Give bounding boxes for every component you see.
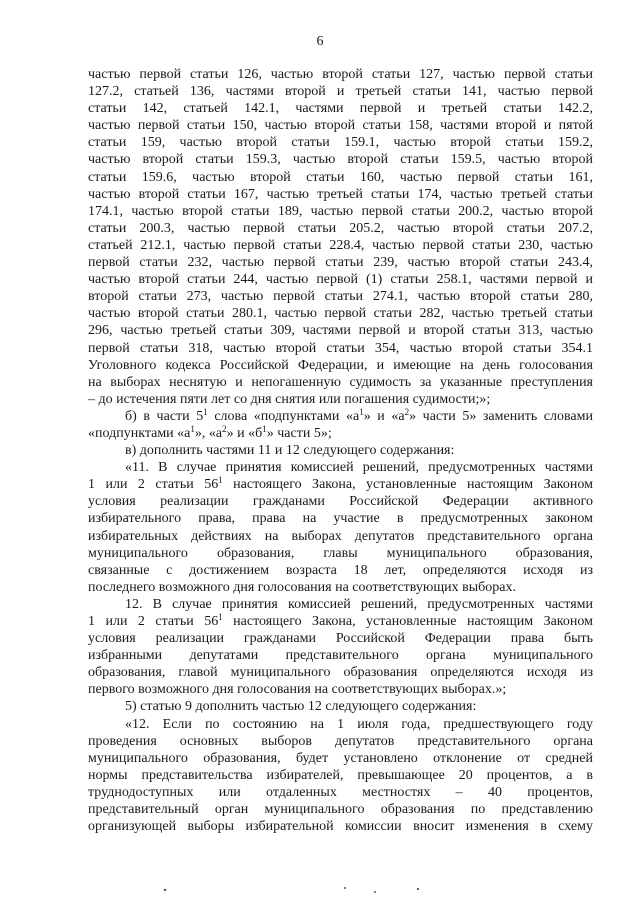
text-line: частью первой статьи 150, частью второй статьи 158, частями второй и пятой	[88, 118, 593, 134]
text-line: проведения основных выборов депутатов представительного органа	[88, 733, 593, 749]
paragraph-part-12	[88, 596, 593, 699]
text-line: последнего возможного дня голосования на соответствующих выборах.	[88, 579, 517, 595]
text-line: статьи 200.3, частью первой статьи 205.2, частью второй статьи 207.2,	[88, 220, 593, 236]
text-line: частью второй статьи 280.1, частью первой статьи 282, частью третьей статьи	[88, 306, 593, 322]
text-line: 12. В случае принятия комиссией решений, предусмотренных частями	[125, 596, 593, 612]
paragraph-v	[88, 442, 593, 459]
text-line: на выборах неснятую и непогашенную судимость за указанные преступления	[88, 374, 593, 390]
text-line: – до истечения пяти лет со дня снятия или погашения судимости;»;	[88, 391, 491, 407]
page-number: 6	[316, 34, 324, 49]
text-line: 1 или 2 статьи $56^1$ настоящего Закона, установленные настоящим Законом	[88, 475, 593, 493]
text-line: 127.2, статьей 136, частями второй и третьей статьи 141, частью первой	[88, 84, 593, 100]
text-line: 5) статью 9 дополнить частью 12 следующего содержания:	[125, 699, 477, 715]
text-line: «12. Если по состоянию на 1 июля года, предшествующего году	[125, 716, 593, 732]
scan-specks	[0, 880, 640, 900]
text-line: избранными депутатами представительного органа муниципального	[88, 648, 593, 664]
text-line: статьей 212.1, частью первой статьи 228.4, частью первой статьи 230, частью	[88, 237, 593, 253]
text-line: в) дополнить частями 11 и 12 следующего содержания:	[125, 443, 455, 459]
text-line: частью второй статьи 244, частью первой (1) статьи 258.1, частями первой и	[88, 272, 593, 288]
text-line: 1 или 2 статьи $56^1$ настоящего Закона, установленные настоящим Законом	[88, 612, 593, 629]
text-line: статьи 142, статьей 142.1, частями первой и третьей статьи 142.2,	[88, 101, 593, 117]
document-body	[88, 66, 593, 835]
text-line: частью второй статьи 167, частью третьей статьи 174, частью третьей статьи	[88, 186, 593, 202]
text-line: муниципального образования, главы муниципального образования,	[88, 545, 593, 561]
paragraph-b	[88, 408, 593, 442]
text-line: первой статьи 232, частью первой статьи 239, частью второй статьи 243.4,	[88, 255, 593, 271]
text-line: труднодоступных или отдаленных местностях – 40 процентов,	[88, 784, 593, 800]
text-line: связанные с достижением возраста 18 лет, определяются исходя из	[88, 562, 593, 578]
text-line: второй статьи 273, частью первой статьи 274.1, частью второй статьи 280,	[88, 289, 593, 305]
text-line: организующей выборы избирательной комиссии вносит изменения в схему	[88, 819, 593, 835]
text-line: условия реализации гражданами Российской Федерации активного	[88, 494, 593, 510]
text-line: первого возможного дня голосования на соответствующих выборах.»;	[88, 682, 507, 698]
paragraph-item-5	[88, 698, 593, 715]
text-line: «11. В случае принятия комиссией решений, предусмотренных частями	[125, 460, 593, 476]
text-line: 296, частью третьей статьи 309, частями первой и второй статьи 313, частью	[88, 323, 593, 339]
paragraph-continuation	[88, 66, 593, 408]
paragraph-new-part-12	[88, 716, 593, 836]
text-line: муниципального образования, будет установлено отклонение от средней	[88, 750, 593, 766]
text-line: «подпунктами «$а^1$», «$а^2$» и «$б^1$» части 5»;	[88, 423, 332, 441]
text-line: представительный орган муниципального образования по представлению	[88, 802, 593, 818]
text-line: частью первой статьи 126, частью второй статьи 127, частью первой статьи	[88, 67, 593, 82]
text-line: нормы представительства избирателей, превышающее 20 процентов, а в	[88, 767, 593, 783]
text-line: 174.1, частью второй статьи 189, частью первой статьи 200.2, частью второй	[88, 203, 593, 219]
text-line: статьи 159.6, частью второй статьи 160, частью первой статьи 161,	[88, 169, 593, 185]
text-line: образования, главой муниципального образования определяются исходя из	[88, 665, 593, 681]
text-line: избирательных действиях на выборах депутатов представительного органа	[88, 528, 593, 544]
text-line: первой статьи 318, частью второй статьи 354, частью второй статьи 354.1	[88, 340, 593, 356]
text-line: статьи 159, частью второй статьи 159.1, частью второй статьи 159.2,	[88, 135, 593, 151]
paragraph-part-11	[88, 459, 593, 596]
text-line: б) в части $5^1$ слова «подпунктами «$а^1$» и «$а^2$» части 5» заменить словами	[125, 406, 593, 424]
text-line: Уголовного кодекса Российской Федерации, и имеющие на день голосования	[88, 357, 593, 373]
text-line: частью второй статьи 159.3, частью второй статьи 159.5, частью второй	[88, 152, 593, 168]
text-line: условия реализации гражданами Российской Федерации права быть	[88, 631, 593, 647]
text-line: избирательного права, права на участие в предусмотренных законом	[88, 511, 593, 527]
